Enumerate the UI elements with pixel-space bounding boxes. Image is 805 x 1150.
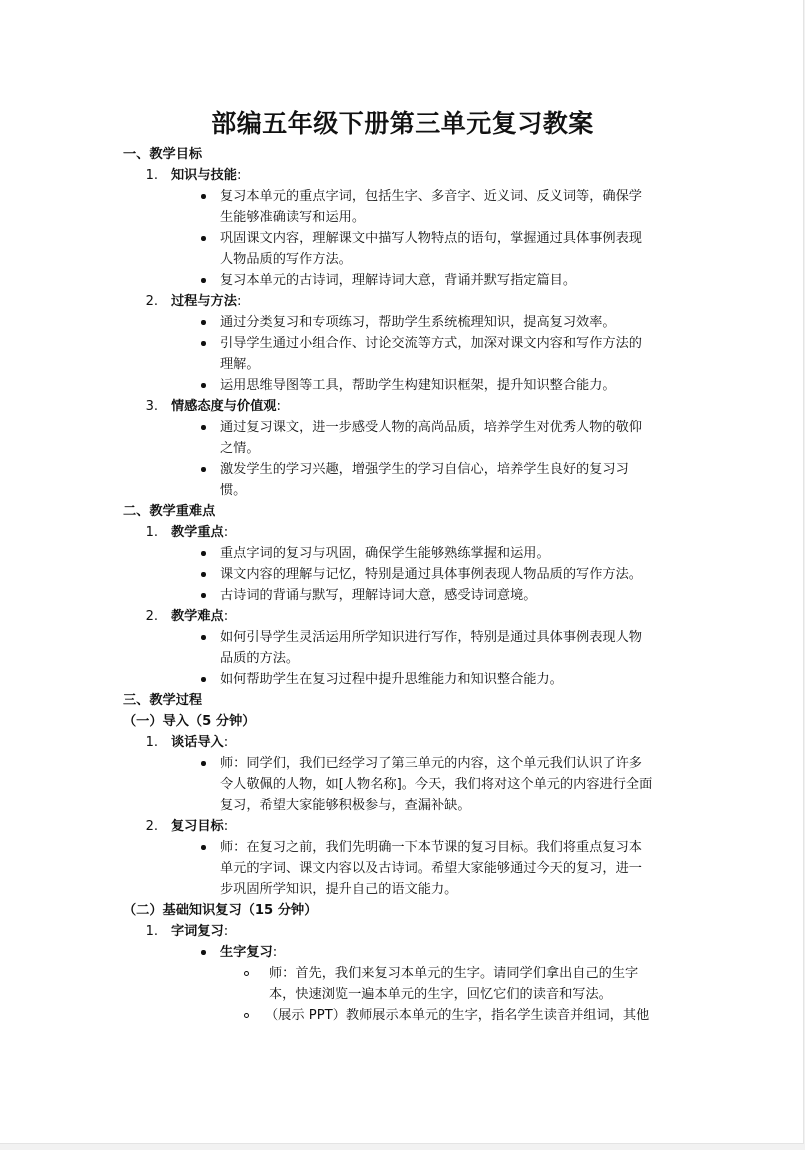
section-heading: 一、教学目标 — [123, 147, 203, 162]
list-item: 令人敬佩的人物，如[人物名称]。今天，我们将对这个单元的内容进行全面 — [220, 777, 653, 792]
bullet-icon — [201, 383, 206, 388]
list-item: 重点字词的复习与巩固，确保学生能够熟练掌握和运用。 — [220, 546, 550, 561]
list-item: （展示 PPT）教师展示本单元的生字，指名学生读音并组词，其他 — [265, 1008, 650, 1023]
list-item: 人物品质的写作方法。 — [220, 252, 352, 267]
list-number: 2. — [145, 294, 158, 309]
list-item: 理解。 — [220, 357, 260, 372]
list-item-label: 复习目标: — [171, 819, 229, 834]
list-item: 师：首先，我们来复习本单元的生字。请同学们拿出自己的生字 — [269, 966, 639, 981]
bullet-icon — [201, 677, 206, 682]
list-item: 如何引导学生灵活运用所学知识进行写作，特别是通过具体事例表现人物 — [220, 630, 642, 645]
bullet-icon — [201, 572, 206, 577]
bullet-icon — [201, 341, 206, 346]
subsection-heading: （二）基础知识复习（15 分钟） — [123, 903, 318, 918]
list-item: 师：在复习之前，我们先明确一下本节课的复习目标。我们将重点复习本 — [220, 840, 642, 855]
list-item-label: 情感态度与价值观: — [171, 399, 281, 414]
list-item: 引导学生通过小组合作、讨论交流等方式，加深对课文内容和写作方法的 — [220, 336, 642, 351]
bullet-icon — [201, 194, 206, 199]
bullet-icon — [201, 467, 206, 472]
list-number: 1. — [145, 924, 158, 939]
list-item-label: 过程与方法: — [171, 294, 242, 309]
document-title: 部编五年级下册第三单元复习教案 — [211, 109, 594, 138]
list-number: 1. — [145, 168, 158, 183]
bullet-icon — [201, 635, 206, 640]
list-item: 通过分类复习和专项练习，帮助学生系统梳理知识，提高复习效率。 — [220, 315, 616, 330]
bullet-icon — [201, 425, 206, 430]
list-item: 通过复习课文，进一步感受人物的高尚品质，培养学生对优秀人物的敬仰 — [220, 420, 642, 435]
list-number: 2. — [145, 609, 158, 624]
bullet-icon — [201, 593, 206, 598]
bullet-icon — [201, 761, 206, 766]
bullet-icon — [201, 551, 206, 556]
list-item: 步巩固所学知识，提升自己的语文能力。 — [220, 882, 458, 897]
list-number: 2. — [145, 819, 158, 834]
list-item: 如何帮助学生在复习过程中提升思维能力和知识整合能力。 — [220, 672, 563, 687]
circle-bullet-icon — [244, 971, 249, 976]
list-item: 复习本单元的重点字词，包括生字、多音字、近义词、反义词等，确保学 — [220, 189, 642, 204]
bullet-icon — [201, 236, 206, 241]
list-item: 课文内容的理解与记忆，特别是通过具体事例表现人物品质的写作方法。 — [220, 567, 642, 582]
list-item: 师：同学们，我们已经学习了第三单元的内容，这个单元我们认识了许多 — [220, 756, 642, 771]
list-item: 古诗词的背诵与默写，理解诗词大意，感受诗词意境。 — [220, 588, 537, 603]
list-item: 复习本单元的古诗词，理解诗词大意，背诵并默写指定篇目。 — [220, 273, 577, 288]
list-item: 本，快速浏览一遍本单元的生字，回忆它们的读音和写法。 — [269, 987, 612, 1002]
list-item: 运用思维导图等工具，帮助学生构建知识框架，提升知识整合能力。 — [220, 378, 616, 393]
bullet-icon — [201, 278, 206, 283]
list-item: 品质的方法。 — [220, 651, 300, 666]
list-item-label: 生字复习: — [220, 945, 278, 960]
section-heading: 二、教学重难点 — [123, 504, 216, 519]
list-item: 单元的字词、课文内容以及古诗词。希望大家能够通过今天的复习，进一 — [220, 861, 642, 876]
section-heading: 三、教学过程 — [123, 693, 203, 708]
list-item-label: 教学难点: — [171, 609, 229, 624]
bullet-icon — [201, 845, 206, 850]
list-item: 巩固课文内容，理解课文中描写人物特点的语句，掌握通过具体事例表现 — [220, 231, 642, 246]
list-number: 1. — [145, 525, 158, 540]
bullet-icon — [201, 950, 206, 955]
bullet-icon — [201, 320, 206, 325]
list-number: 1. — [145, 735, 158, 750]
circle-bullet-icon — [244, 1013, 249, 1018]
list-item: 激发学生的学习兴趣，增强学生的学习自信心，培养学生良好的复习习 — [220, 462, 629, 477]
list-item-label: 教学重点: — [171, 525, 229, 540]
list-item: 惯。 — [220, 483, 247, 498]
list-item-label: 字词复习: — [171, 924, 229, 939]
list-item-label: 知识与技能: — [171, 168, 242, 183]
list-item-label: 谈话导入: — [171, 735, 229, 750]
list-item: 之情。 — [220, 441, 260, 456]
list-item: 生能够准确读写和运用。 — [220, 210, 366, 225]
list-number: 3. — [145, 399, 158, 414]
subsection-heading: （一）导入（5 分钟） — [123, 714, 256, 729]
list-item: 复习，希望大家能够积极参与，查漏补缺。 — [220, 798, 471, 813]
